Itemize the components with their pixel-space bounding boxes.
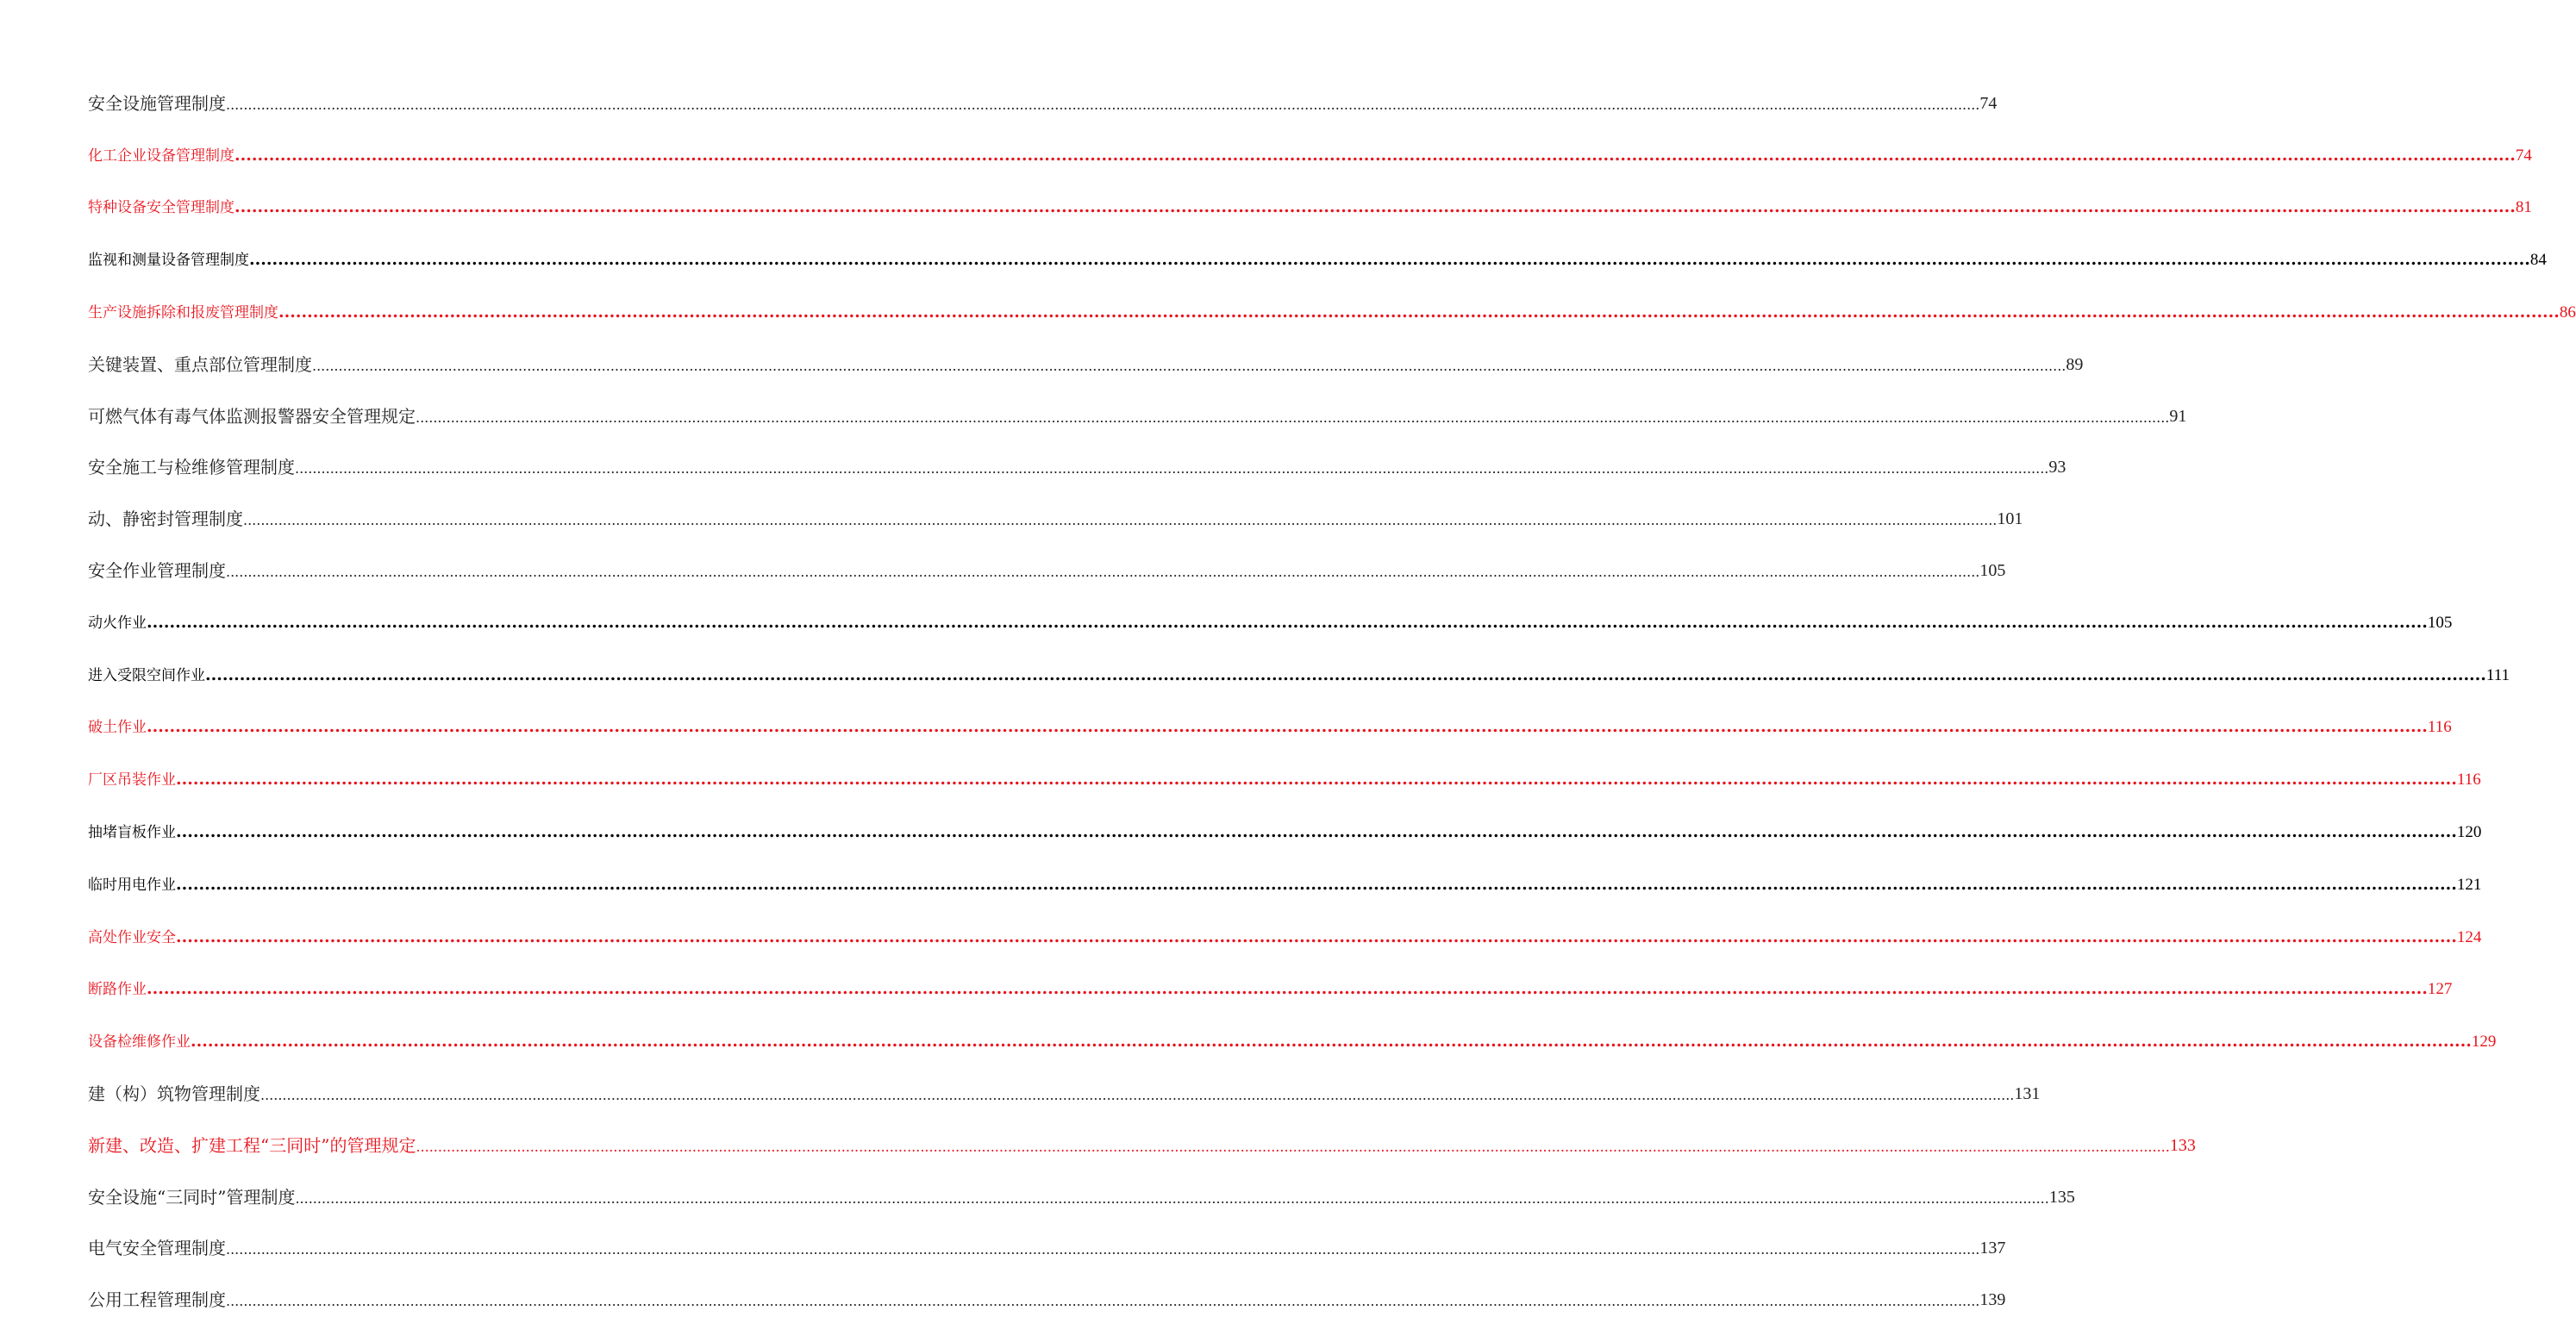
toc-entry-page-number: 74 — [2515, 146, 2532, 165]
toc-dot-leader: ................................................................................................................................................................................................................................................................................................................................................................................................................ — [295, 460, 2049, 477]
toc-entry-page-number: 131 — [2014, 1083, 2041, 1103]
toc-entry-page-number: 137 — [1979, 1239, 2006, 1258]
toc-entry[interactable] — [88, 955, 2453, 1008]
toc-entry-page-number: 127 — [2427, 980, 2453, 999]
toc-entry[interactable] — [88, 225, 2547, 278]
toc-entry-title: 建（构）筑物管理制度 — [88, 1083, 260, 1104]
toc-entry-title: 安全设施管理制度 — [88, 92, 226, 114]
toc-dot-leader: ................................................................................................................................................................................................................................................................................................................................................................................................................ — [295, 1189, 2049, 1207]
toc-entry[interactable] — [88, 693, 2452, 746]
toc-dot-leader: ................................................................................................................................................................................................................................................................................................................................................................................................................ — [260, 1086, 2015, 1103]
toc-entry-page-number: 86 — [2559, 303, 2576, 321]
toc-entry-title: 化工企业设备管理制度 — [88, 147, 234, 165]
toc-entry-page-number: 124 — [2456, 927, 2482, 946]
toc-entry[interactable] — [88, 121, 2532, 173]
toc-entry-page-number: 111 — [2485, 665, 2510, 684]
toc-entry-title: 安全施工与检维修管理制度 — [88, 457, 295, 478]
toc-entry-page-number: 116 — [2456, 771, 2481, 790]
toc-entry-title: 生产设施拆除和报废管理制度 — [88, 303, 278, 321]
toc-dot-leader: ................................................................................................................................................................................................................................................................................................................................................................................................................ — [176, 770, 2457, 790]
toc-dot-leader: ................................................................................................................................................................................................................................................................................................................................................................................................................ — [226, 1293, 1980, 1310]
toc-entry[interactable] — [88, 278, 2576, 330]
toc-entry-page-number: 133 — [2169, 1135, 2196, 1155]
toc-dot-leader: ................................................................................................................................................................................................................................................................................................................................................................................................................ — [191, 1032, 2472, 1052]
toc-entry[interactable] — [88, 640, 2510, 693]
toc-entry[interactable] — [88, 173, 2532, 226]
toc-entry-page-number: 84 — [2529, 251, 2547, 270]
toc-dot-leader: ................................................................................................................................................................................................................................................................................................................................................................................................................ — [205, 665, 2486, 684]
toc-entry-title: 高处作业安全 — [88, 928, 176, 946]
toc-entry-page-number: 139 — [1979, 1290, 2006, 1310]
toc-entry-title: 抽堵盲板作业 — [88, 823, 176, 841]
toc-entry[interactable] — [88, 330, 2084, 382]
toc-entry-page-number: 121 — [2456, 875, 2482, 894]
toc-dot-leader: ................................................................................................................................................................................................................................................................................................................................................................................................................ — [234, 197, 2516, 217]
toc-entry[interactable] — [88, 1059, 2041, 1111]
toc-entry[interactable] — [88, 1111, 2196, 1163]
toc-entry-title: 厂区吊装作业 — [88, 771, 176, 790]
toc-dot-leader: ................................................................................................................................................................................................................................................................................................................................................................................................................ — [234, 145, 2516, 165]
toc-entry-title: 破土作业 — [88, 719, 147, 737]
toc-entry[interactable] — [88, 536, 2006, 588]
toc-entry-title: 断路作业 — [88, 981, 147, 999]
toc-entry-page-number: 101 — [1997, 509, 2023, 529]
toc-entry[interactable] — [88, 797, 2482, 850]
toc-dot-leader: ................................................................................................................................................................................................................................................................................................................................................................................................................ — [416, 409, 2170, 426]
toc-entry-page-number: 105 — [2427, 613, 2453, 632]
toc-dot-leader: ................................................................................................................................................................................................................................................................................................................................................................................................................ — [278, 302, 2560, 321]
toc-entry-title: 监视和测量设备管理制度 — [88, 252, 249, 270]
toc-entry-title: 电气安全管理制度 — [88, 1238, 226, 1259]
toc-entry[interactable] — [88, 850, 2482, 902]
toc-entry-page-number: 120 — [2456, 822, 2482, 841]
toc-entry-title: 设备检维修作业 — [88, 1033, 191, 1052]
toc-dot-leader: ................................................................................................................................................................................................................................................................................................................................................................................................................ — [226, 563, 1980, 580]
toc-dot-leader: ................................................................................................................................................................................................................................................................................................................................................................................................................ — [243, 512, 1998, 529]
toc-dot-leader: ................................................................................................................................................................................................................................................................................................................................................................................................................ — [249, 250, 2530, 270]
toc-entry-title: 进入受限空间作业 — [88, 666, 205, 684]
toc-entry-title: 安全作业管理制度 — [88, 559, 226, 581]
toc-entry-title: 临时用电作业 — [88, 876, 176, 894]
toc-entry-title: 公用工程管理制度 — [88, 1289, 226, 1311]
toc-dot-leader: ................................................................................................................................................................................................................................................................................................................................................................................................................ — [416, 1138, 2170, 1155]
toc-entry-title: 可燃气体有毒气体监测报警器安全管理规定 — [88, 405, 416, 427]
toc-entry-title: 特种设备安全管理制度 — [88, 199, 234, 217]
toc-entry[interactable] — [88, 588, 2453, 640]
toc-entry[interactable] — [88, 1214, 2006, 1266]
toc-entry[interactable] — [88, 1163, 2075, 1214]
toc-dot-leader: ................................................................................................................................................................................................................................................................................................................................................................................................................ — [147, 717, 2428, 737]
toc-entry-page-number: 116 — [2427, 718, 2452, 737]
toc-entry[interactable] — [88, 382, 2187, 434]
toc-entry-page-number: 81 — [2515, 198, 2532, 217]
toc-dot-leader: ................................................................................................................................................................................................................................................................................................................................................................................................................ — [226, 1241, 1980, 1258]
toc-entry-title: 安全设施“三同时”管理制度 — [88, 1186, 296, 1208]
toc-entry-page-number: 135 — [2048, 1187, 2075, 1207]
toc-entry[interactable] — [88, 434, 2066, 485]
toc-entry-page-number: 74 — [1979, 93, 1998, 113]
toc-entry[interactable] — [88, 1265, 2006, 1317]
toc-entry-page-number: 105 — [1979, 560, 2006, 580]
toc-entry-page-number: 89 — [2066, 354, 2084, 374]
toc-entry-page-number: 129 — [2471, 1033, 2497, 1052]
toc-entry-page-number: 93 — [2048, 458, 2066, 477]
toc-dot-leader: ................................................................................................................................................................................................................................................................................................................................................................................................................ — [147, 979, 2428, 999]
toc-dot-leader: ................................................................................................................................................................................................................................................................................................................................................................................................................ — [226, 96, 1980, 113]
toc-entry[interactable] — [88, 745, 2481, 797]
toc-dot-leader: ................................................................................................................................................................................................................................................................................................................................................................................................................ — [147, 612, 2428, 632]
toc-entry-title: 关键装置、重点部位管理制度 — [88, 353, 312, 375]
toc-dot-leader: ................................................................................................................................................................................................................................................................................................................................................................................................................ — [176, 821, 2457, 841]
toc-entry[interactable] — [88, 1007, 2497, 1059]
toc-entry-title: 动、静密封管理制度 — [88, 509, 243, 530]
toc-entry[interactable] — [88, 484, 2023, 536]
toc-entry-title: 新建、改造、扩建工程“三同时”的管理规定 — [88, 1134, 416, 1156]
toc-entry[interactable] — [88, 69, 1998, 121]
toc-entry-page-number: 91 — [2169, 406, 2187, 426]
toc-dot-leader: ................................................................................................................................................................................................................................................................................................................................................................................................................ — [176, 927, 2457, 946]
toc-entry-title: 动火作业 — [88, 614, 147, 632]
toc-dot-leader: ................................................................................................................................................................................................................................................................................................................................................................................................................ — [312, 357, 2066, 374]
toc-entry[interactable] — [88, 902, 2482, 955]
table-of-contents — [88, 69, 2576, 1317]
toc-dot-leader: ................................................................................................................................................................................................................................................................................................................................................................................................................ — [176, 874, 2457, 894]
